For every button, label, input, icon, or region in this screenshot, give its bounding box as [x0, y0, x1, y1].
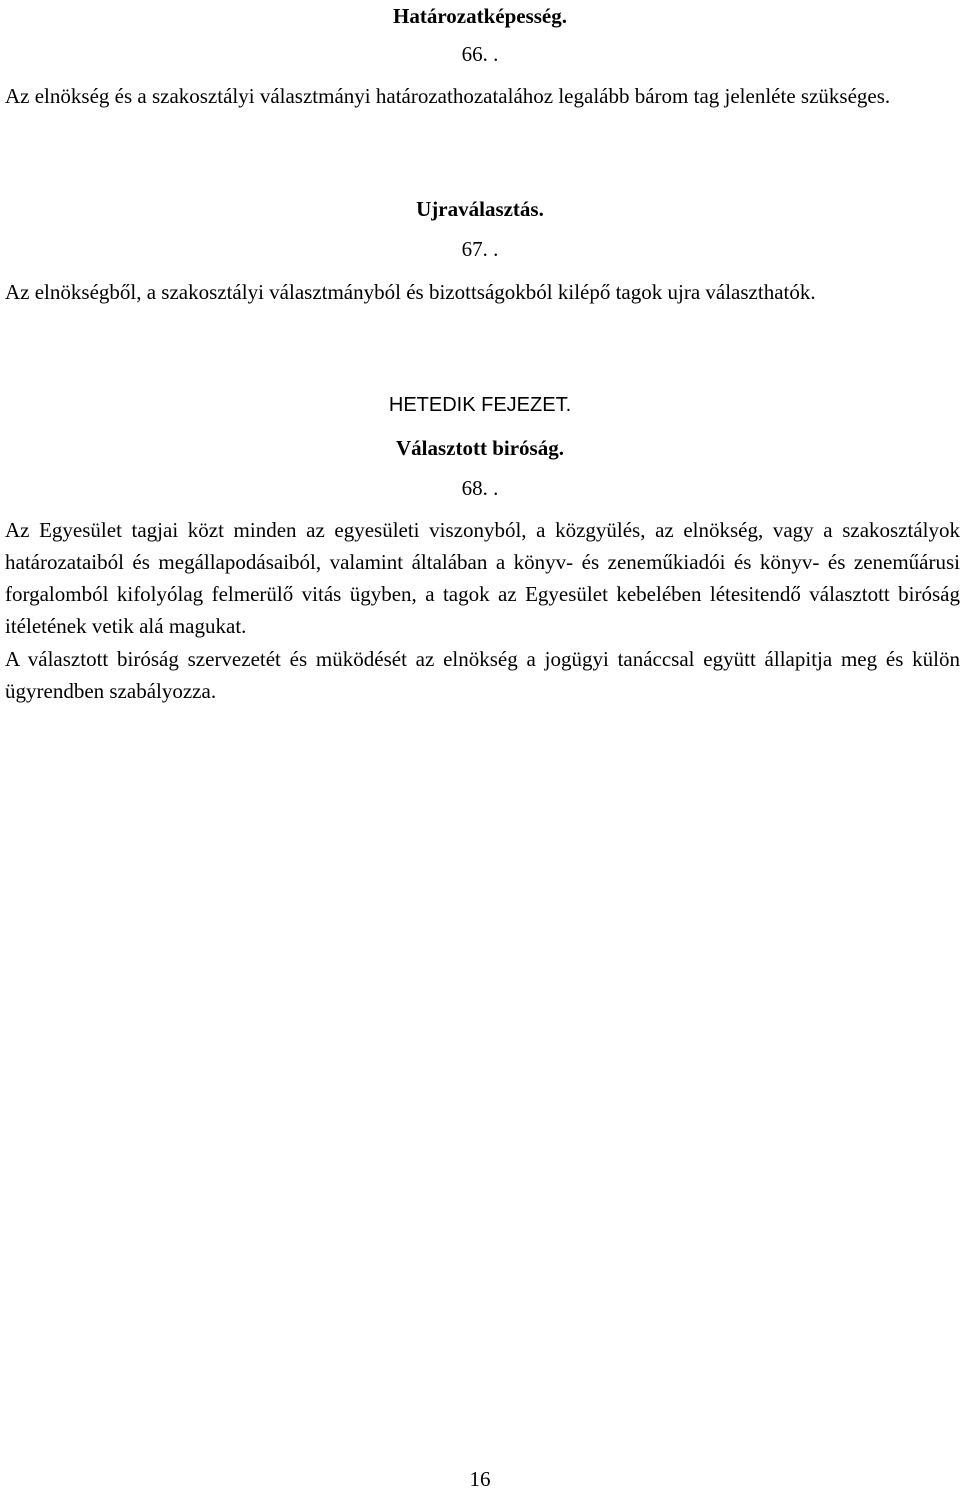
paragraph-68-body-2 — [5, 643, 960, 707]
page-number: 16 — [469, 1467, 491, 1491]
paragraph-text: A választott biróság szervezetét és müködését az elnökség a jogügyi tanáccsal együtt állapitja meg és külön ügyrendben szabályozza. — [5, 647, 960, 703]
paragraph-67-body — [5, 276, 960, 308]
paragraph-text: Az elnökségből, a szakosztályi választmányból és bizottságokból kilépő tagok ujra választhatók. — [5, 280, 816, 304]
paragraph-text: Az elnökség és a szakosztályi választmányi határozathozatalához legalább bárom tag jelenléte szükséges. — [5, 84, 891, 108]
chapter-title: HETEDIK FEJEZET. — [388, 394, 572, 416]
paragraph-number-68: 68. . — [461, 476, 499, 500]
paragraph-68-body — [5, 514, 960, 642]
paragraph-text: Az Egyesület tagjai közt minden az egyesületi viszonyból, a közgyülés, az elnökség, vagy a szakosztályok határozataiból és megállapodásaiból, valamint általában a könyv- és zeneműkiadói és könyv- és zeneműárusi forgalomból kifolyólag felmerülő vitás ügyben, a tagok az Egyesület kebelében létesitendő választott biróság itéletének vetik alá magukat. — [5, 518, 960, 638]
section-heading-quorum: Határozatképesség. — [393, 4, 567, 28]
section-heading-reelection: Ujraválasztás. — [416, 197, 544, 221]
paragraph-number-66: 66. . — [461, 42, 499, 66]
paragraph-66-body — [5, 80, 960, 112]
section-heading-arbitration: Választott biróság. — [396, 436, 564, 460]
paragraph-number-67: 67. . — [461, 237, 499, 261]
